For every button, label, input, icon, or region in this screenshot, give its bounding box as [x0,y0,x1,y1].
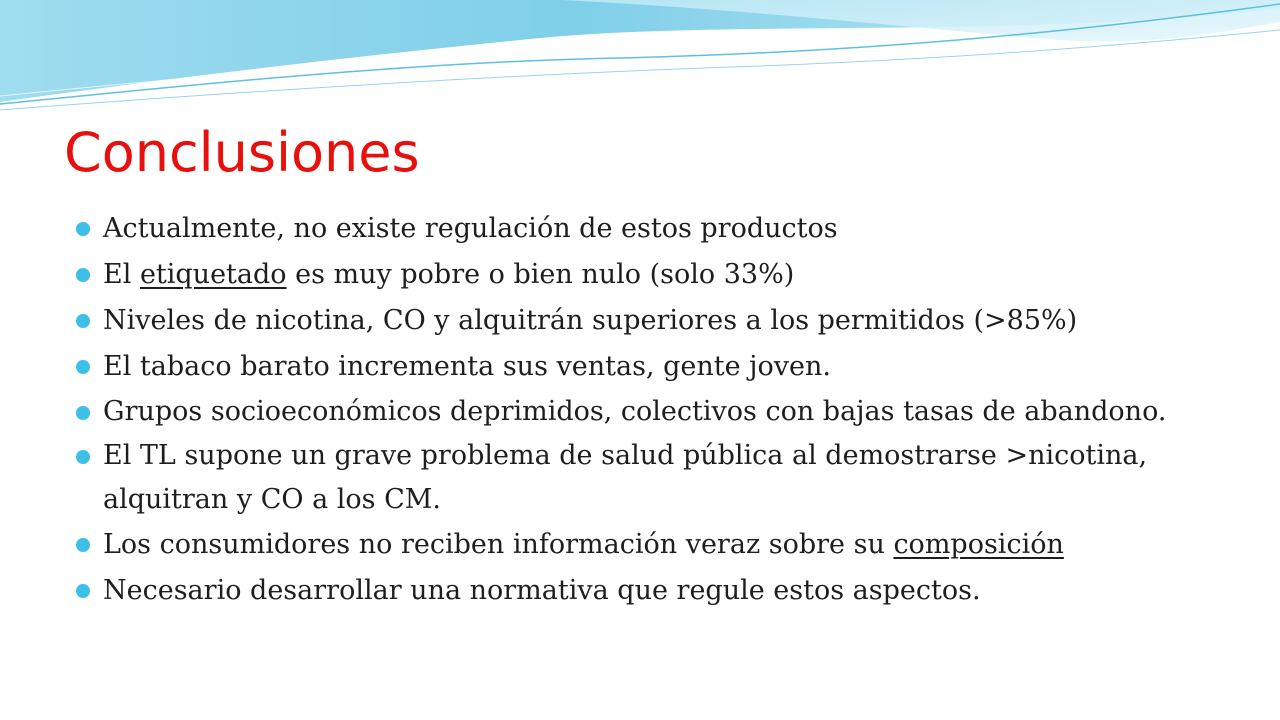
bullet-text: Niveles de nicotina, CO y alquitrán superiores a los permitidos (>85%) [103,305,1078,336]
bullet-item [76,298,1226,344]
bullet-list [76,206,1226,614]
bullet-underlined-text: composición [893,529,1064,560]
bullet-item [76,206,1226,252]
bullet-item [76,522,1226,568]
bullet-underlined-text: etiquetado [139,259,287,290]
bullet-text-before: Los consumidores no reciben información veraz sobre su [103,529,894,560]
bullet-text: El TL supone un grave problema de salud pública al demostrarse >nicotina, alquitran y CO a los CM. [103,440,1148,515]
bullet-dot-icon [76,538,90,552]
bullet-item [76,390,1226,434]
bullet-dot-icon [76,584,90,598]
bullet-dot-icon [76,360,90,374]
bullet-dot-icon [76,450,90,464]
bullet-dot-icon [76,222,90,236]
slide-title: Conclusiones [64,121,420,184]
bullet-text: El tabaco barato incrementa sus ventas, gente joven. [103,351,831,382]
bullet-item [76,252,1226,298]
bullet-dot-icon [76,314,90,328]
bullet-text: Actualmente, no existe regulación de estos productos [103,213,838,244]
bullet-dot-icon [76,406,90,420]
bullet-text-after: es muy pobre o bien nulo (solo 33%) [286,259,795,290]
header-wave-decoration [0,0,1280,120]
bullet-item [76,344,1226,390]
bullet-text: Grupos socioeconómicos deprimidos, colectivos con bajas tasas de abandono. [103,396,1167,427]
bullet-text: Necesario desarrollar una normativa que regule estos aspectos. [103,575,981,606]
bullet-item [76,434,1226,522]
bullet-item [76,568,1226,614]
bullet-dot-icon [76,268,90,282]
bullet-text-before: El [103,259,140,290]
